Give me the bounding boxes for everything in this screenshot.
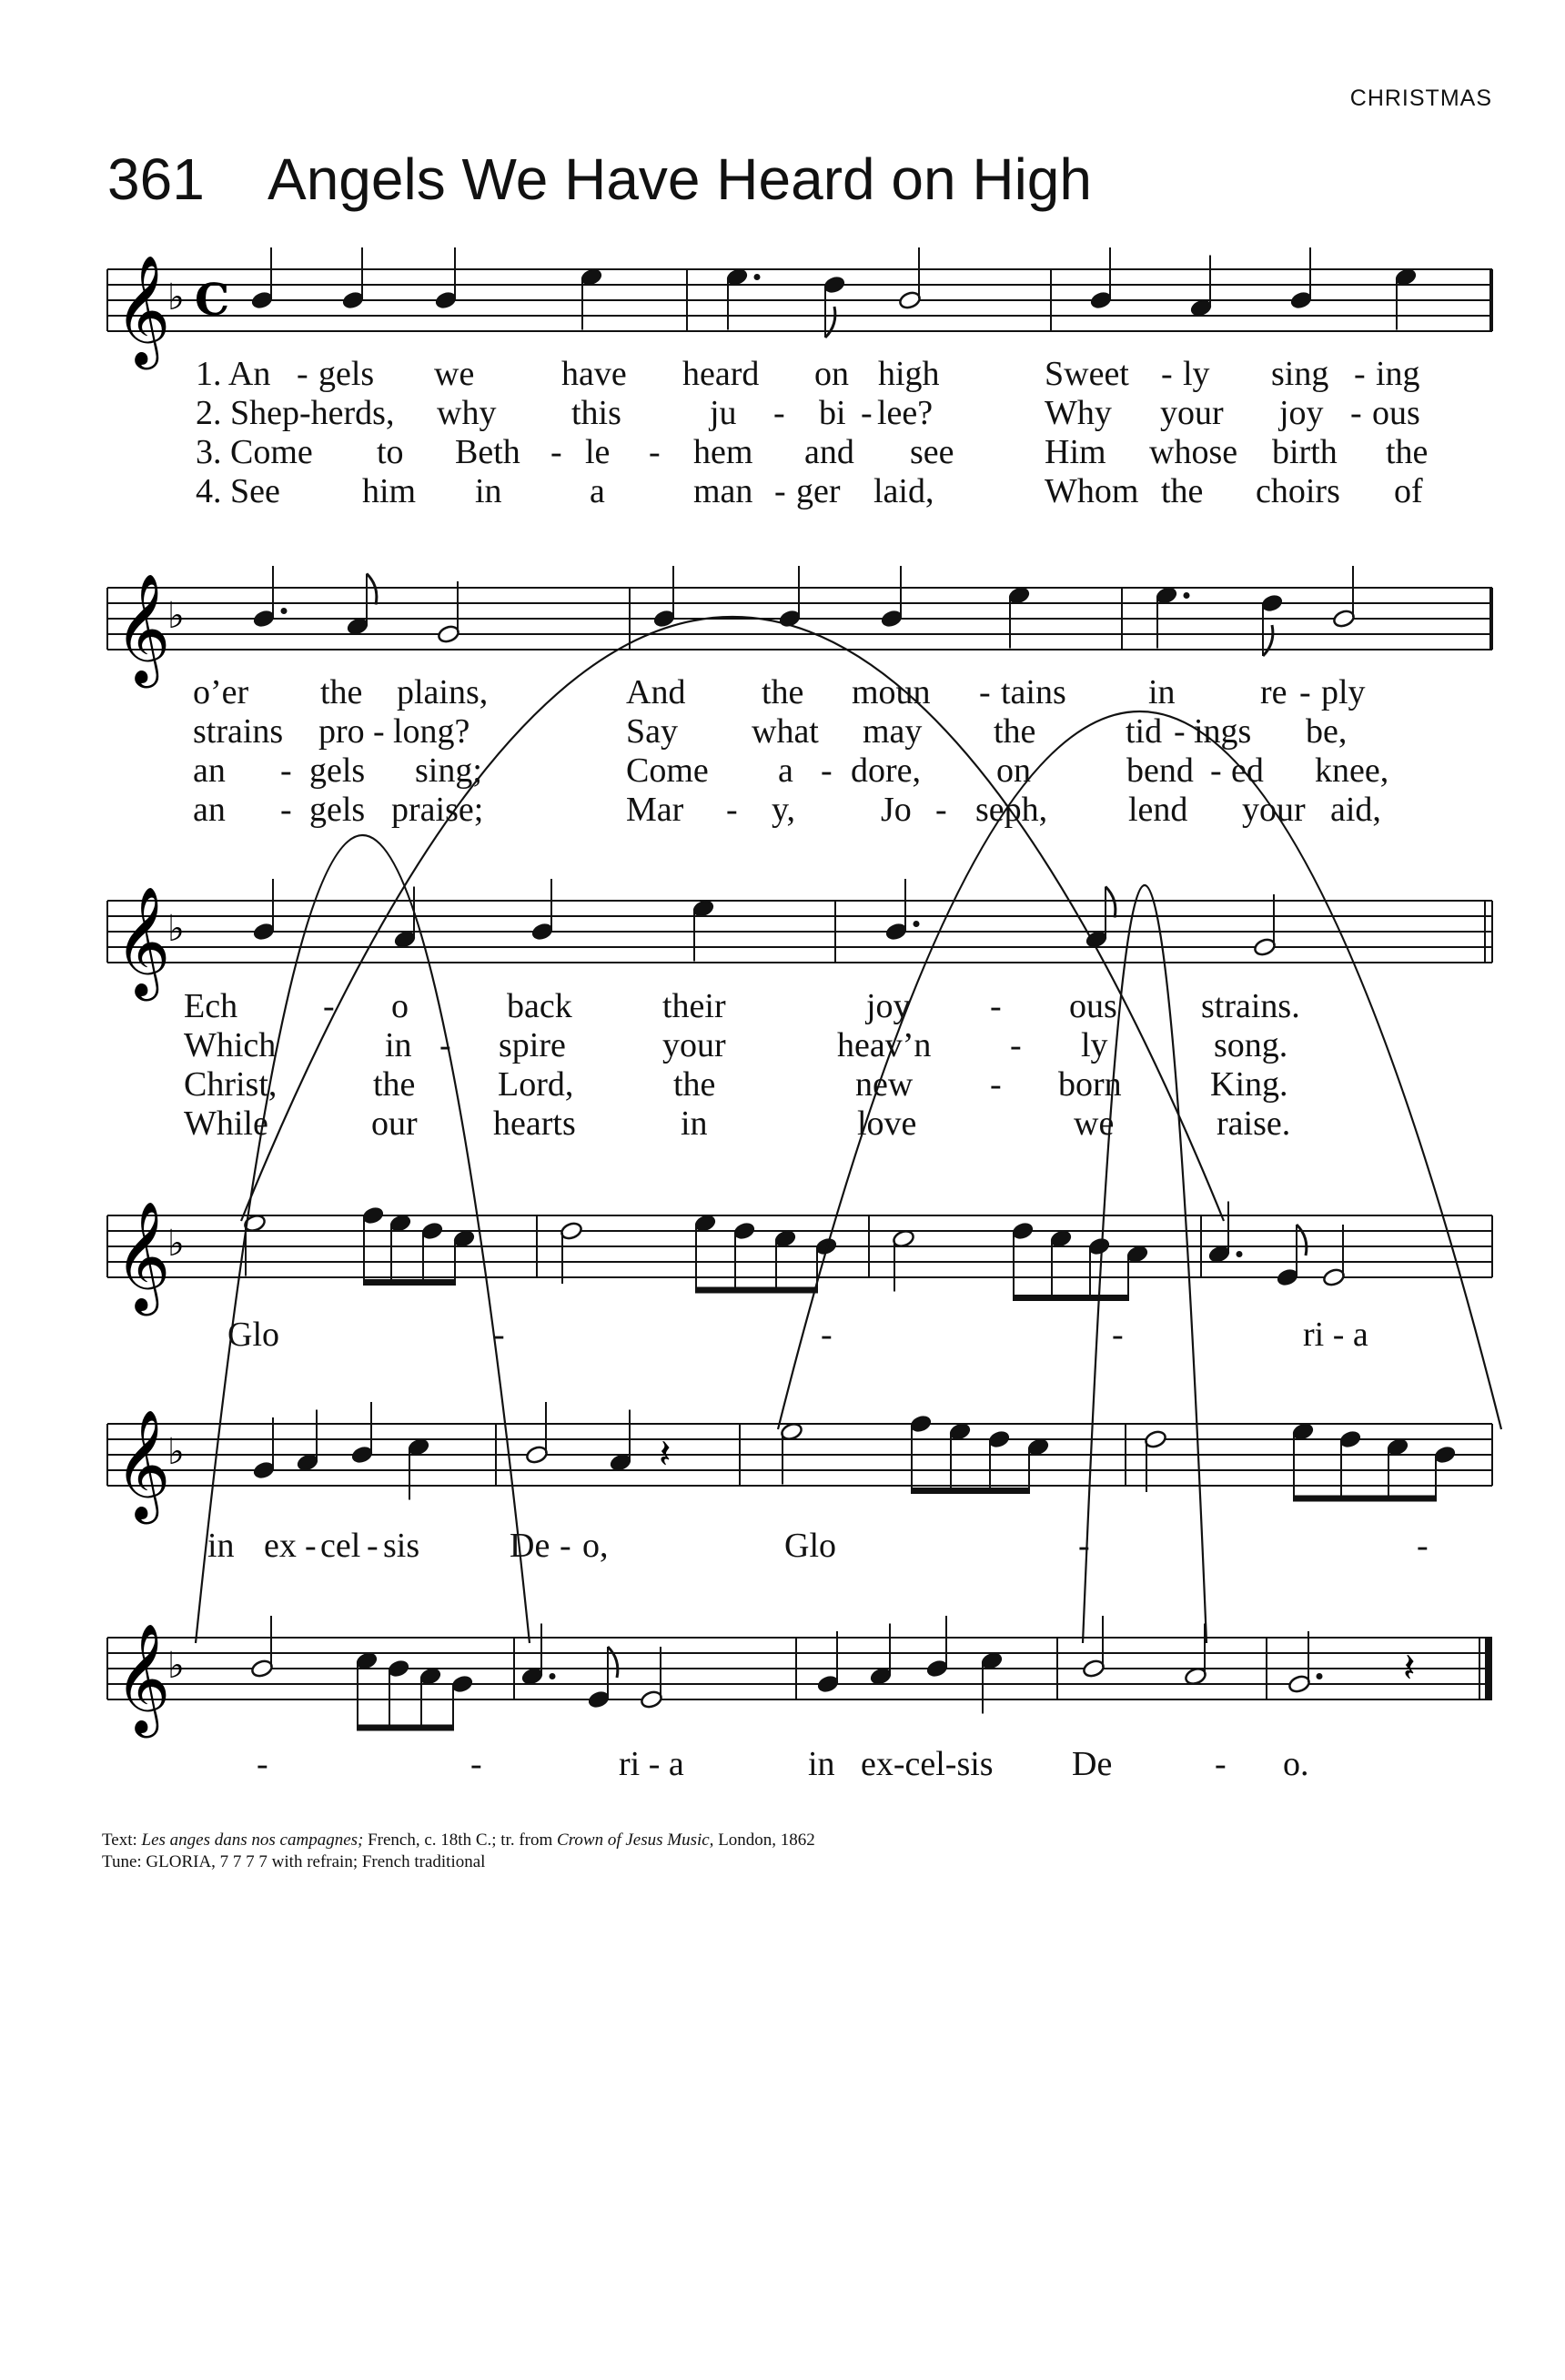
lyric-syllable: the — [320, 673, 363, 711]
lyric-syllable: we — [1074, 1104, 1115, 1143]
lyric-syllable: - — [1350, 394, 1362, 432]
lyric-syllable: in — [1148, 673, 1176, 711]
lyric-syllable: De — [1072, 1745, 1113, 1783]
lyric-syllable: o, — [582, 1527, 609, 1565]
note-flag — [1297, 1225, 1307, 1256]
lyric-syllable: moun — [852, 673, 931, 711]
lyric-syllable: re — [1260, 673, 1287, 711]
lyric-syllable: - — [1010, 1026, 1022, 1064]
final-barline — [1485, 1638, 1492, 1699]
lyric-syllable: - — [550, 433, 562, 471]
lyric-syllable: to — [377, 433, 404, 471]
lyric-syllable: in — [681, 1104, 708, 1143]
lyric-syllable: raise. — [1217, 1104, 1291, 1143]
lyric-syllable: your — [1242, 791, 1306, 829]
treble-clef-icon: 𝄞 — [115, 1622, 171, 1733]
lyric-syllable: - — [560, 1527, 571, 1565]
lyric-syllable: an — [193, 791, 226, 829]
flat-sign-icon: ♭ — [167, 1645, 185, 1687]
lyric-syllable: sis — [383, 1527, 420, 1565]
flat-sign-icon: ♭ — [167, 277, 185, 318]
lyric-syllable: your — [662, 1026, 726, 1064]
lyric-syllable: the — [994, 712, 1036, 751]
lyric-syllable: and — [804, 433, 854, 471]
lyric-syllable: their — [662, 987, 726, 1025]
lyric-syllable: - — [470, 1745, 482, 1783]
lyric-syllable: Why — [1045, 394, 1112, 432]
lyric-syllable: him — [362, 472, 417, 510]
lyric-syllable: in — [207, 1527, 235, 1565]
lyric-syllable: - — [1112, 1316, 1124, 1354]
lyric-syllable: - — [1299, 673, 1311, 711]
lyric-syllable: y, — [772, 791, 796, 829]
lyric-syllable: 2. Shep-herds, — [196, 394, 395, 432]
lyric-syllable: praise; — [391, 791, 484, 829]
augmentation-dot — [1237, 1251, 1243, 1257]
lyric-syllable: joy — [866, 987, 911, 1025]
lyric-syllable: dore, — [851, 751, 922, 790]
lyric-syllable: Come — [626, 751, 709, 790]
lyric-syllable: tains — [1001, 673, 1066, 711]
lyric-syllable: bi — [819, 394, 846, 432]
lyric-syllable: Jo — [881, 791, 912, 829]
lyric-syllable: ings — [1194, 712, 1252, 751]
section-label: CHRISTMAS — [1349, 86, 1492, 111]
lyric-syllable: joy — [1279, 394, 1324, 432]
lyric-syllable: - — [990, 987, 1002, 1025]
quarter-rest-icon: 𝄽 — [1403, 1645, 1416, 1691]
lyric-syllable: ger — [796, 472, 841, 510]
lyric-syllable: ex-cel-sis — [861, 1745, 994, 1783]
lyric-syllable: back — [507, 987, 572, 1025]
lyric-syllable: Lord, — [498, 1065, 574, 1104]
augmentation-dot — [754, 274, 761, 280]
lyric-syllable: o. — [1283, 1745, 1309, 1783]
lyric-syllable: Him — [1045, 433, 1106, 471]
lyric-syllable: strains. — [1201, 987, 1300, 1025]
treble-clef-icon: 𝄞 — [115, 1408, 171, 1519]
lyric-syllable: And — [626, 673, 686, 711]
lyric-syllable: - — [1417, 1527, 1429, 1565]
lyric-syllable: on — [996, 751, 1031, 790]
treble-clef-icon: 𝄞 — [115, 254, 171, 365]
lyric-syllable: this — [571, 394, 621, 432]
tune-credit: Tune: GLORIA, 7 7 7 7 with refrain; French traditional — [102, 1852, 486, 1871]
hymn-title: Angels We Have Heard on High — [268, 146, 1092, 212]
lyric-syllable: 1. An — [196, 355, 271, 393]
lyric-syllable: De — [510, 1527, 550, 1565]
lyric-syllable: ing — [1376, 355, 1420, 393]
lyric-syllable: ly — [1081, 1026, 1108, 1064]
lyric-syllable: - — [821, 751, 833, 790]
lyric-syllable: o — [391, 987, 409, 1025]
lyric-syllable: the — [373, 1065, 416, 1104]
hymn-number: 361 — [107, 146, 205, 212]
lyric-syllable: our — [371, 1104, 418, 1143]
lyric-syllable: lend — [1128, 791, 1188, 829]
lyric-syllable: strains — [193, 712, 284, 751]
lyric-syllable: - — [726, 791, 738, 829]
lyric-syllable: tid — [1126, 712, 1163, 751]
augmentation-dot — [1184, 592, 1190, 599]
lyric-syllable: - — [305, 1527, 317, 1565]
lyric-syllable: song. — [1214, 1026, 1288, 1064]
lyric-syllable: Say — [626, 712, 678, 751]
lyric-syllable: ed — [1231, 751, 1264, 790]
lyric-syllable: - — [1174, 712, 1186, 751]
lyric-syllable: le — [585, 433, 611, 471]
lyric-syllable: - — [821, 1316, 833, 1354]
lyric-syllable: ly — [1183, 355, 1210, 393]
lyric-syllable: the — [1161, 472, 1204, 510]
lyric-syllable: gels — [318, 355, 375, 393]
lyric-syllable: your — [1160, 394, 1224, 432]
lyric-syllable: ri - a — [1303, 1316, 1368, 1354]
note-flag — [608, 1647, 618, 1678]
lyric-syllable: Glo — [784, 1527, 836, 1565]
lyric-syllable: ply — [1321, 673, 1366, 711]
lyric-syllable: plains, — [397, 673, 489, 711]
flat-sign-icon: ♭ — [167, 1431, 185, 1473]
time-signature: C — [195, 275, 230, 326]
lyric-syllable: be, — [1306, 712, 1348, 751]
lyric-syllable: - — [1354, 355, 1366, 393]
lyric-syllable: gels — [309, 791, 366, 829]
note-flag — [1263, 625, 1273, 656]
lyric-syllable: knee, — [1315, 751, 1389, 790]
lyric-syllable: - — [373, 712, 385, 751]
lyric-syllable: heard — [682, 355, 760, 393]
lyric-syllable: - — [280, 791, 292, 829]
lyric-syllable: gels — [309, 751, 366, 790]
treble-clef-icon: 𝄞 — [115, 885, 171, 996]
staff-system — [0, 1369, 1565, 1542]
lyric-syllable: Whom — [1045, 472, 1139, 510]
lyric-syllable: see — [910, 433, 954, 471]
lyric-syllable: - — [649, 433, 661, 471]
lyric-syllable: - — [1210, 751, 1222, 790]
lyric-syllable: Christ, — [184, 1065, 278, 1104]
lyric-syllable: new — [855, 1065, 914, 1104]
lyric-syllable: sing — [1271, 355, 1329, 393]
lyric-syllable: aid, — [1330, 791, 1381, 829]
lyric-syllable: - — [1161, 355, 1173, 393]
lyric-syllable: - — [439, 1026, 451, 1064]
lyric-syllable: Beth — [455, 433, 520, 471]
flat-sign-icon: ♭ — [167, 1223, 185, 1265]
lyric-syllable: choirs — [1256, 472, 1340, 510]
augmentation-dot — [914, 921, 920, 927]
treble-clef-icon: 𝄞 — [115, 1200, 171, 1311]
lyric-syllable: Sweet — [1045, 355, 1129, 393]
lyric-syllable: in — [475, 472, 502, 510]
treble-clef-icon: 𝄞 — [115, 572, 171, 683]
lyric-syllable: we — [434, 355, 475, 393]
lyric-syllable: o’er — [193, 673, 249, 711]
lyric-syllable: the — [673, 1065, 716, 1104]
lyric-syllable: - — [367, 1527, 379, 1565]
lyric-syllable: ex — [264, 1527, 297, 1565]
lyric-syllable: in — [808, 1745, 835, 1783]
lyric-syllable: 3. Come — [196, 433, 313, 471]
lyric-syllable: have — [561, 355, 627, 393]
lyric-syllable: heav’n — [837, 1026, 932, 1064]
flat-sign-icon: ♭ — [167, 595, 185, 637]
lyric-syllable: - — [257, 1745, 268, 1783]
lyric-syllable: high — [878, 355, 940, 393]
lyric-syllable: - — [1215, 1745, 1227, 1783]
lyric-syllable: - — [280, 751, 292, 790]
lyric-syllable: King. — [1210, 1065, 1288, 1104]
lyric-syllable: spire — [499, 1026, 566, 1064]
flat-sign-icon: ♭ — [167, 908, 185, 950]
lyric-syllable: long? — [393, 712, 470, 751]
augmentation-dot — [1317, 1673, 1323, 1679]
lyric-syllable: the — [762, 673, 804, 711]
lyric-syllable: sing; — [415, 751, 482, 790]
note-flag — [367, 574, 377, 605]
augmentation-dot — [550, 1673, 556, 1679]
lyric-syllable: - — [979, 673, 991, 711]
lyric-syllable: - — [323, 987, 335, 1025]
lyric-syllable: While — [184, 1104, 268, 1143]
lyric-syllable: a — [590, 472, 605, 510]
lyric-syllable: laid, — [873, 472, 934, 510]
lyric-syllable: bend — [1126, 751, 1194, 790]
lyric-syllable: - — [297, 355, 308, 393]
note-flag — [1106, 887, 1116, 918]
lyric-syllable: ri - a — [619, 1745, 684, 1783]
lyric-syllable: pro — [318, 712, 365, 751]
lyric-syllable: on — [814, 355, 849, 393]
augmentation-dot — [281, 608, 288, 614]
note-flag — [825, 307, 835, 338]
lyric-syllable: love — [857, 1104, 917, 1143]
lyric-syllable: a — [778, 751, 793, 790]
lyric-syllable: the — [1386, 433, 1429, 471]
lyric-syllable: hem — [693, 433, 753, 471]
lyric-syllable: why — [437, 394, 497, 432]
lyric-syllable: - — [774, 472, 786, 510]
lyric-syllable: lee? — [877, 394, 934, 432]
lyric-syllable: whose — [1149, 433, 1238, 471]
lyric-syllable: - — [1078, 1527, 1090, 1565]
lyric-syllable: Which — [184, 1026, 277, 1064]
lyric-syllable: hearts — [493, 1104, 576, 1143]
lyric-syllable: 4. See — [196, 472, 280, 510]
lyric-syllable: seph, — [975, 791, 1048, 829]
lyric-syllable: - — [990, 1065, 1002, 1104]
staff-system — [0, 1583, 1565, 1756]
lyric-syllable: Glo — [227, 1316, 279, 1354]
lyric-syllable: ous — [1069, 987, 1117, 1025]
quarter-rest-icon: 𝄽 — [659, 1431, 671, 1477]
lyric-syllable: ju — [710, 394, 737, 432]
lyric-syllable: man — [693, 472, 753, 510]
lyric-syllable: - — [493, 1316, 505, 1354]
lyric-syllable: - — [861, 394, 873, 432]
lyric-syllable: an — [193, 751, 226, 790]
lyric-syllable: - — [773, 394, 785, 432]
lyric-syllable: Ech — [184, 987, 238, 1025]
lyric-syllable: may — [863, 712, 923, 751]
lyric-syllable: - — [935, 791, 947, 829]
lyric-syllable: Mar — [626, 791, 684, 829]
text-credit: Text: Les anges dans nos campagnes; French, c. 18th C.; tr. from Crown of Jesus Music, London, 1862 — [102, 1830, 815, 1850]
lyric-syllable: of — [1394, 472, 1423, 510]
lyric-syllable: what — [752, 712, 819, 751]
lyric-syllable: born — [1058, 1065, 1122, 1104]
lyric-syllable: ous — [1372, 394, 1420, 432]
lyric-syllable: cel — [320, 1527, 361, 1565]
lyric-syllable: in — [385, 1026, 412, 1064]
lyric-syllable: birth — [1272, 433, 1338, 471]
